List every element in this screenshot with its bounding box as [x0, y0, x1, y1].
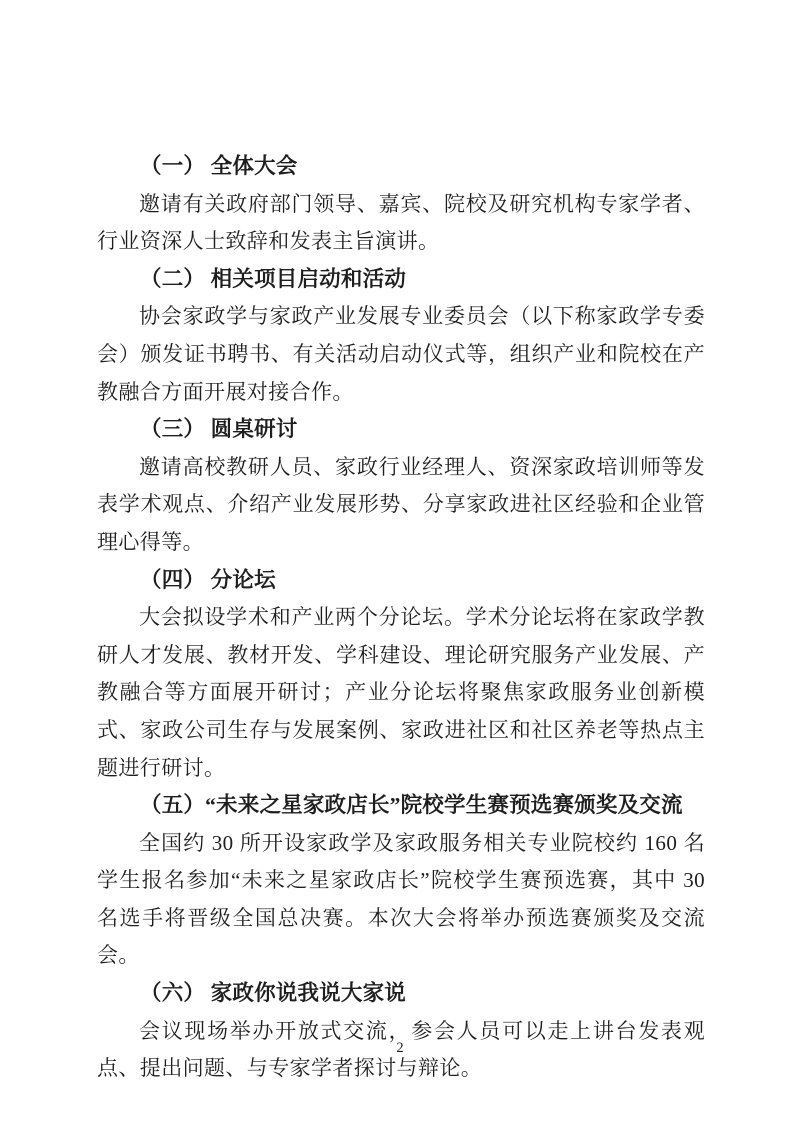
- section-5: [97, 787, 705, 975]
- section-6-paragraph: 会议现场举办开放式交流，参会人员可以走上讲台发表观点、提出问题、与专家学者探讨与辩论。: [97, 1018, 705, 1081]
- section-3: [97, 411, 705, 561]
- section-6: [97, 975, 705, 1088]
- section-6-heading: （六） 家政你说我说大家说: [140, 981, 406, 1006]
- section-4-paragraph: 大会拟设学术和产业两个分论坛。学术分论坛将在家政学教研人才发展、教材开发、学科建设、理论研究服务产业发展、产教融合等方面展开研讨；产业分论坛将聚焦家政服务业创新模式、家政公司生存与发展案例、家政进社区和社区养老等热点主题进行研讨。: [97, 605, 705, 780]
- section-2-heading: （二） 相关项目启动和活动: [140, 266, 406, 291]
- section-1: [97, 148, 705, 261]
- section-1-paragraph: 邀请有关政府部门领导、嘉宾、院校及研究机构专家学者、行业资深人士致辞和发表主旨演讲。: [97, 191, 705, 254]
- section-2-paragraph: 协会家政学与家政产业发展专业委员会（以下称家政学专委会）颁发证书聘书、有关活动启动仪式等，组织产业和院校在产教融合方面开展对接合作。: [97, 304, 705, 404]
- section-4-heading: （四） 分论坛: [140, 567, 276, 592]
- section-3-paragraph: 邀请高校教研人员、家政行业经理人、资深家政培训师等发表学术观点、介绍产业发展形势、分享家政进社区经验和企业管理心得等。: [97, 454, 705, 554]
- section-3-heading: （三） 圆桌研讨: [140, 417, 298, 442]
- section-5-heading: （五）“未来之星家政店长”院校学生赛预选赛颁奖及交流: [140, 793, 683, 818]
- document-body: [97, 148, 705, 1088]
- page-number: 2: [396, 1040, 404, 1056]
- section-2: [97, 261, 705, 411]
- section-4: [97, 562, 705, 788]
- section-1-heading: （一） 全体大会: [140, 154, 298, 178]
- section-5-paragraph: 全国约 30 所开设家政学及家政服务相关专业院校约 160 名学生报名参加“未来之星家政店长”院校学生赛预选赛，其中 30 名选手将晋级全国总决赛。本次大会将举办预选赛颁奖及交流会。: [97, 830, 705, 968]
